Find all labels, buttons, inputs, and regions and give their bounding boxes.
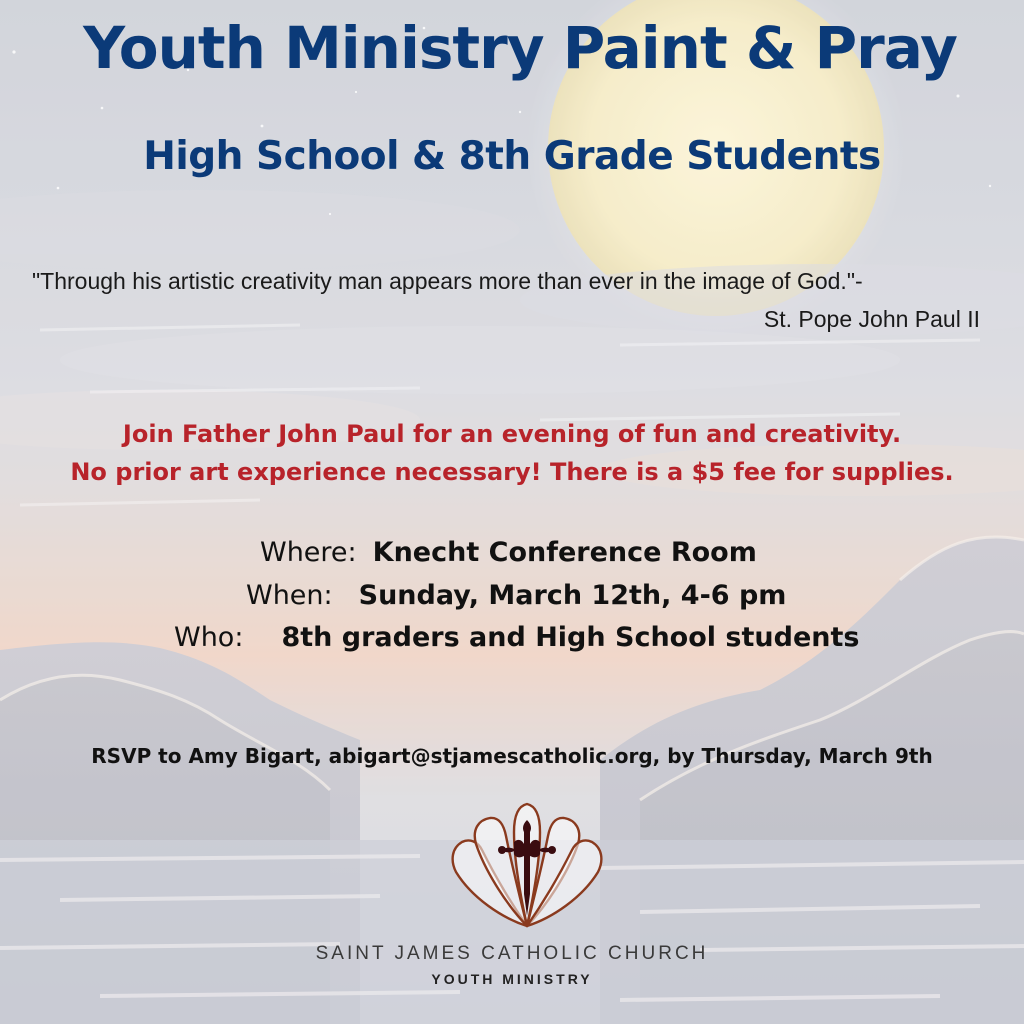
quote-author: St. Pope John Paul II xyxy=(763,306,980,332)
when-value: Sunday, March 12th, 4-6 pm xyxy=(358,580,787,611)
quote-text: "Through his artistic creativity man appears more than ever in the image of God."- xyxy=(32,268,863,294)
who-value: 8th graders and High School students xyxy=(281,622,860,653)
when-label: When: xyxy=(246,580,333,611)
where-label: Where: xyxy=(260,537,357,568)
poster-subtitle: High School & 8th Grade Students xyxy=(143,134,881,179)
poster-title: Youth Ministry Paint & Pray xyxy=(83,14,957,82)
who-label: Who: xyxy=(174,622,244,653)
scallop-shell-cross-icon xyxy=(442,798,612,938)
where-value: Knecht Conference Room xyxy=(372,537,757,568)
organization-name: SAINT JAMES CATHOLIC CHURCH xyxy=(315,943,709,964)
detail-who xyxy=(174,622,859,653)
invite-line-1: Join Father John Paul for an evening of fun and creativity. xyxy=(122,420,902,448)
rsvp-line: RSVP to Amy Bigart, abigart@stjamescatholic.org, by Thursday, March 9th xyxy=(91,744,933,768)
organization-subname: YOUTH MINISTRY xyxy=(431,971,593,987)
detail-where xyxy=(260,537,757,568)
invite-line-2: No prior art experience necessary! There is a $5 fee for supplies. xyxy=(70,458,954,486)
detail-when xyxy=(246,580,786,611)
